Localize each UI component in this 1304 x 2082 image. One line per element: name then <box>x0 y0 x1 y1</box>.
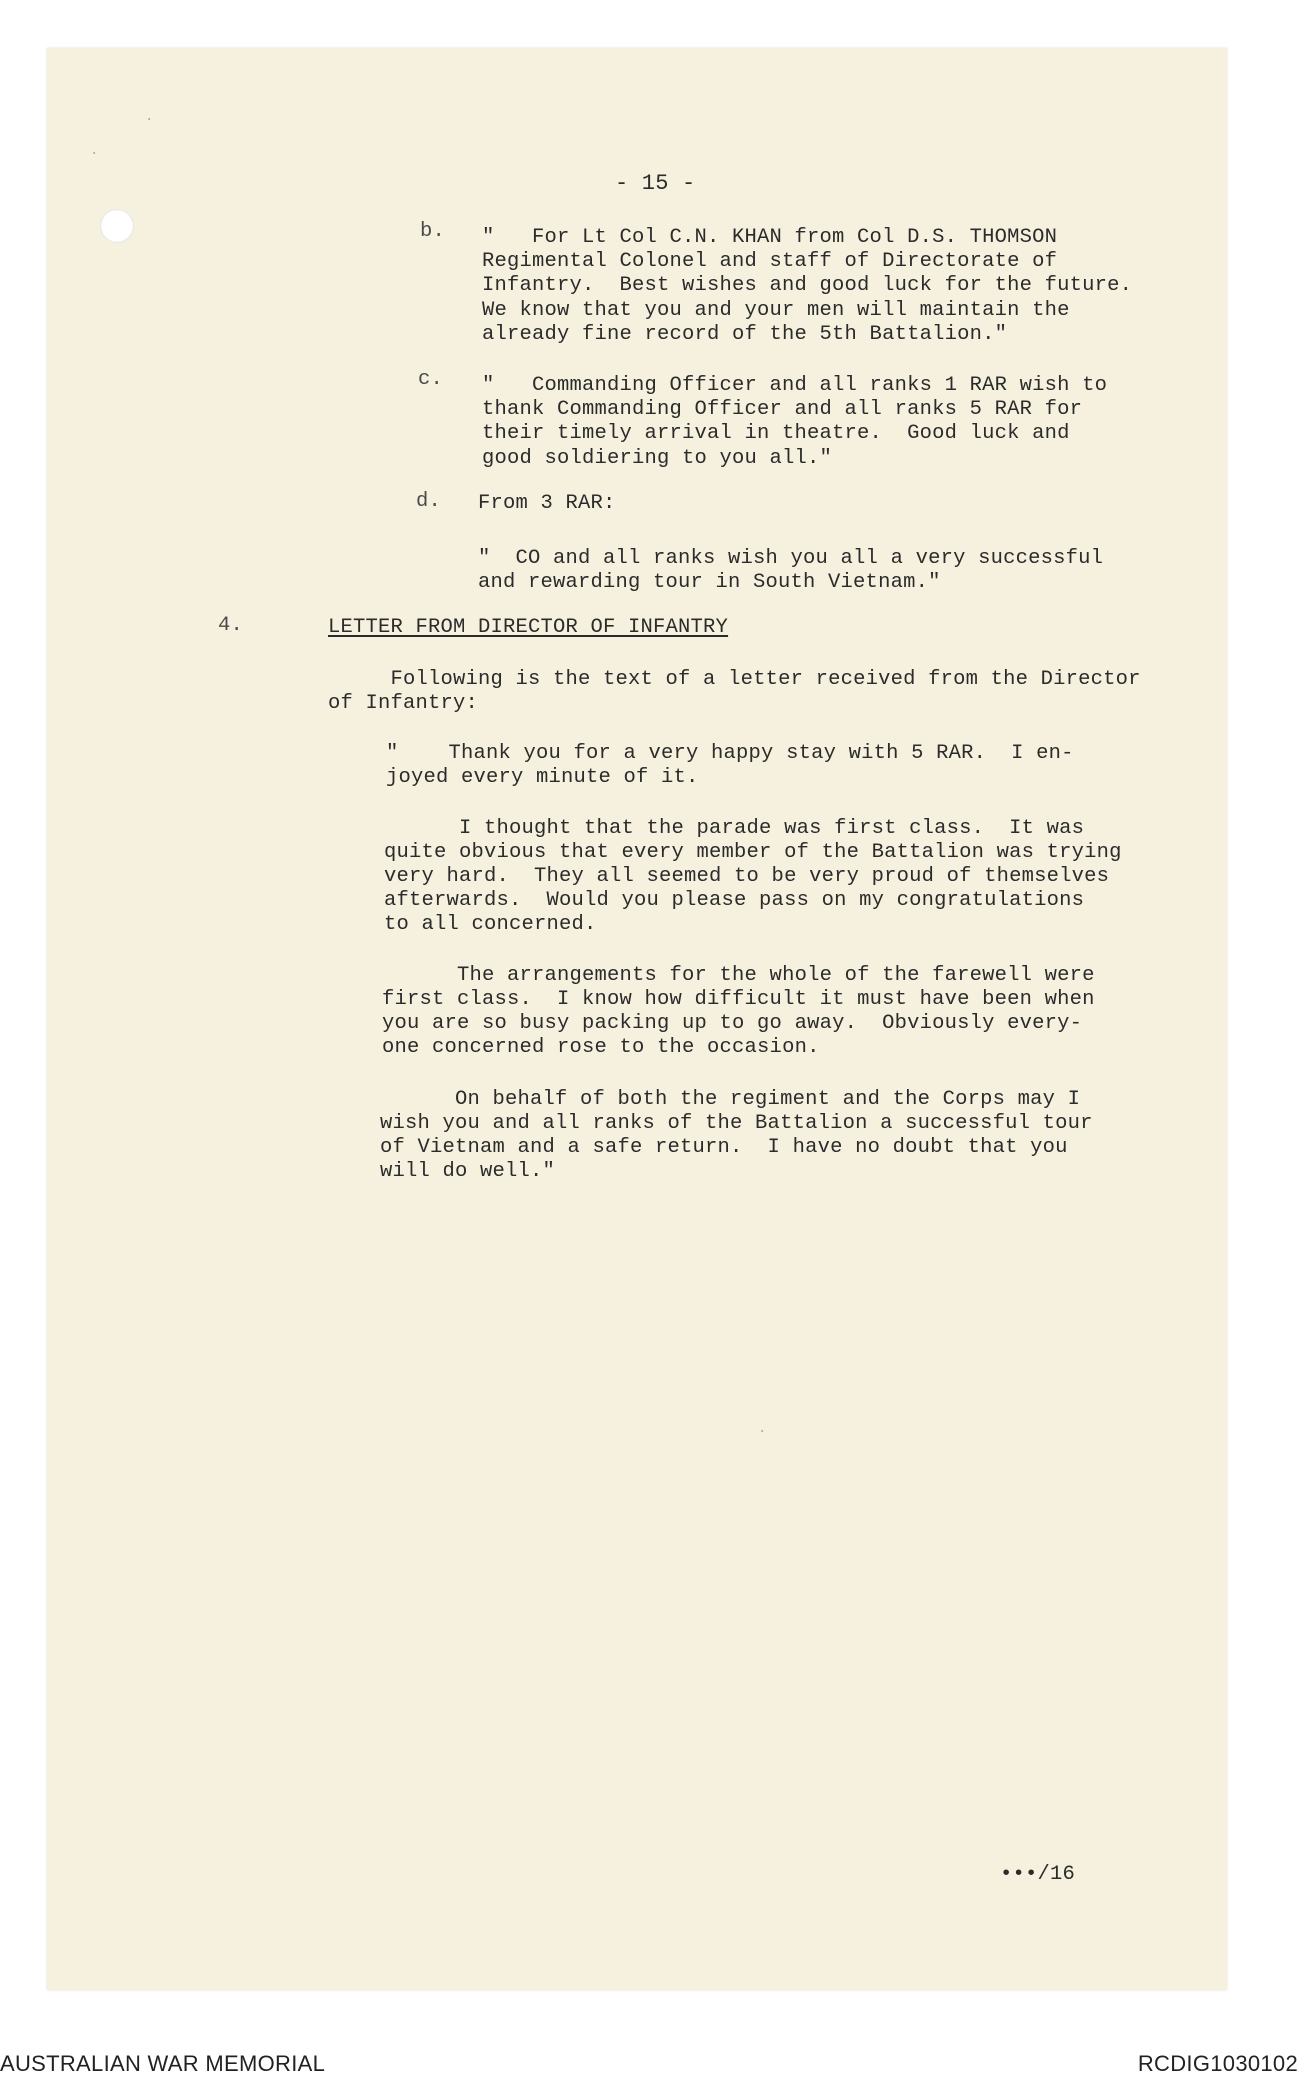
letter-line: you are so busy packing up to go away. Obviously every- <box>382 1012 1083 1035</box>
paper-mark: · <box>90 146 99 162</box>
item-c-line: good soldiering to you all." <box>482 447 833 470</box>
item-b-line: Infantry. Best wishes and good luck for the future. <box>482 274 1133 297</box>
item-d-line: and rewarding tour in South Vietnam." <box>478 571 941 594</box>
letter-intro-line: of Infantry: <box>328 692 479 715</box>
item-c-line: " Commanding Officer and all ranks 1 RAR wish to <box>482 374 1108 397</box>
item-d-intro: From 3 RAR: <box>478 492 616 515</box>
letter-intro-line: Following is the text of a letter received from the Director <box>328 668 1141 691</box>
letter-line: quite obvious that every member of the Battalion was trying <box>384 841 1122 864</box>
item-d-line: " CO and all ranks wish you all a very successful <box>478 547 1104 570</box>
footer-catalog-id: RCDIG1030102 <box>1137 2051 1298 2076</box>
letter-line: wish you and all ranks of the Battalion a successful tour <box>380 1112 1093 1135</box>
item-b-line: Regimental Colonel and staff of Directorate of <box>482 250 1058 273</box>
continuation-marker: •••/16 <box>1000 1863 1076 1886</box>
letter-line: first class. I know how difficult it must have been when <box>382 988 1095 1011</box>
paper-mark: · <box>145 112 154 128</box>
punch-hole <box>100 209 134 243</box>
letter-line: On behalf of both the regiment and the Corps may I <box>380 1088 1081 1111</box>
item-b-line: already fine record of the 5th Battalion." <box>482 323 1008 346</box>
letter-line: of Vietnam and a safe return. I have no doubt that you <box>380 1136 1068 1159</box>
letter-line: very hard. They all seemed to be very proud of themselves <box>384 865 1110 888</box>
letter-line: I thought that the parade was first class. It was <box>384 817 1085 840</box>
page-number: - 15 - <box>615 171 696 196</box>
item-d-label: d. <box>416 490 442 513</box>
item-c-line: their timely arrival in theatre. Good luck and <box>482 422 1070 445</box>
footer-institution: AUSTRALIAN WAR MEMORIAL <box>0 2051 326 2076</box>
section-heading: LETTER FROM DIRECTOR OF INFANTRY <box>328 616 729 639</box>
item-b-line: " For Lt Col C.N. KHAN from Col D.S. THOMSON <box>482 226 1058 249</box>
letter-line: to all concerned. <box>384 913 597 936</box>
letter-line: one concerned rose to the occasion. <box>382 1036 820 1059</box>
letter-line: " Thank you for a very happy stay with 5 RAR. I en- <box>386 742 1074 765</box>
item-c-line: thank Commanding Officer and all ranks 5 RAR for <box>482 398 1083 421</box>
letter-line: The arrangements for the whole of the farewell were <box>382 964 1095 987</box>
item-b-label: b. <box>420 220 446 243</box>
letter-line: afterwards. Would you please pass on my congratulations <box>384 889 1085 912</box>
letter-line: will do well." <box>380 1160 556 1183</box>
item-c-label: c. <box>418 368 444 391</box>
item-b-line: We know that you and your men will maintain the <box>482 299 1070 322</box>
section-number: 4. <box>218 614 244 637</box>
letter-line: joyed every minute of it. <box>386 766 699 789</box>
paper-mark: · <box>758 1424 767 1440</box>
